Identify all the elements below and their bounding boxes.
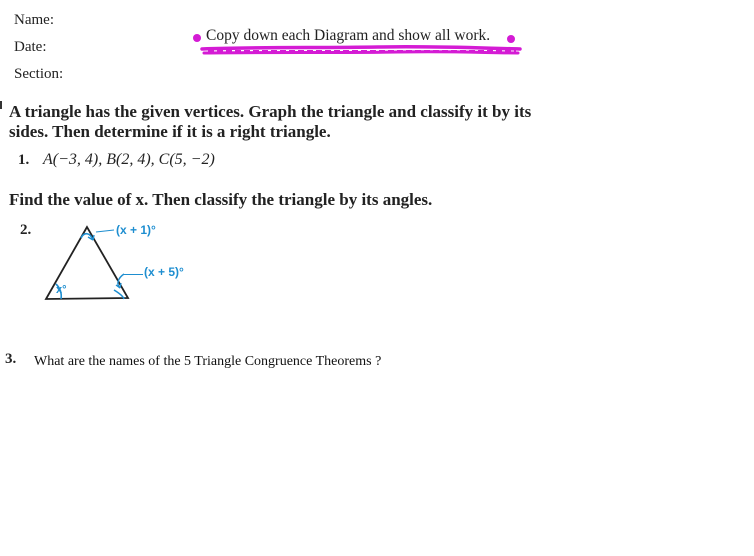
highlight-scribble <box>198 44 524 58</box>
problem-3-number: 3. <box>5 351 17 367</box>
problem-1-vertices: A(−3, 4), B(2, 4), C(5, −2) <box>43 151 215 168</box>
name-label: Name: <box>14 12 54 28</box>
angle-right-label: (x + 5)° <box>144 265 184 279</box>
problem-1-number: 1. <box>18 152 30 168</box>
instruction-graph-triangle-line2: sides. Then determine if it is a right triangle. <box>9 122 331 141</box>
margin-mark <box>0 101 2 109</box>
problem-3-question: What are the names of the 5 Triangle Congruence Theorems ? <box>34 354 382 369</box>
problem-2-number: 2. <box>20 222 32 238</box>
section-label: Section: <box>14 66 64 82</box>
date-label: Date: <box>14 39 47 55</box>
note-bullet-left <box>193 34 201 42</box>
instruction-graph-triangle-line1: A triangle has the given vertices. Graph the triangle and classify it by its <box>9 102 532 121</box>
leader-line-right <box>123 274 143 275</box>
note-bullet-right <box>507 35 515 43</box>
instruction-find-x: Find the value of x. Then classify the triangle by its angles. <box>9 190 433 209</box>
angle-top-label: (x + 1)° <box>116 223 156 237</box>
copy-note: Copy down each Diagram and show all work. <box>206 27 491 44</box>
angle-left-label: x° <box>56 284 67 296</box>
